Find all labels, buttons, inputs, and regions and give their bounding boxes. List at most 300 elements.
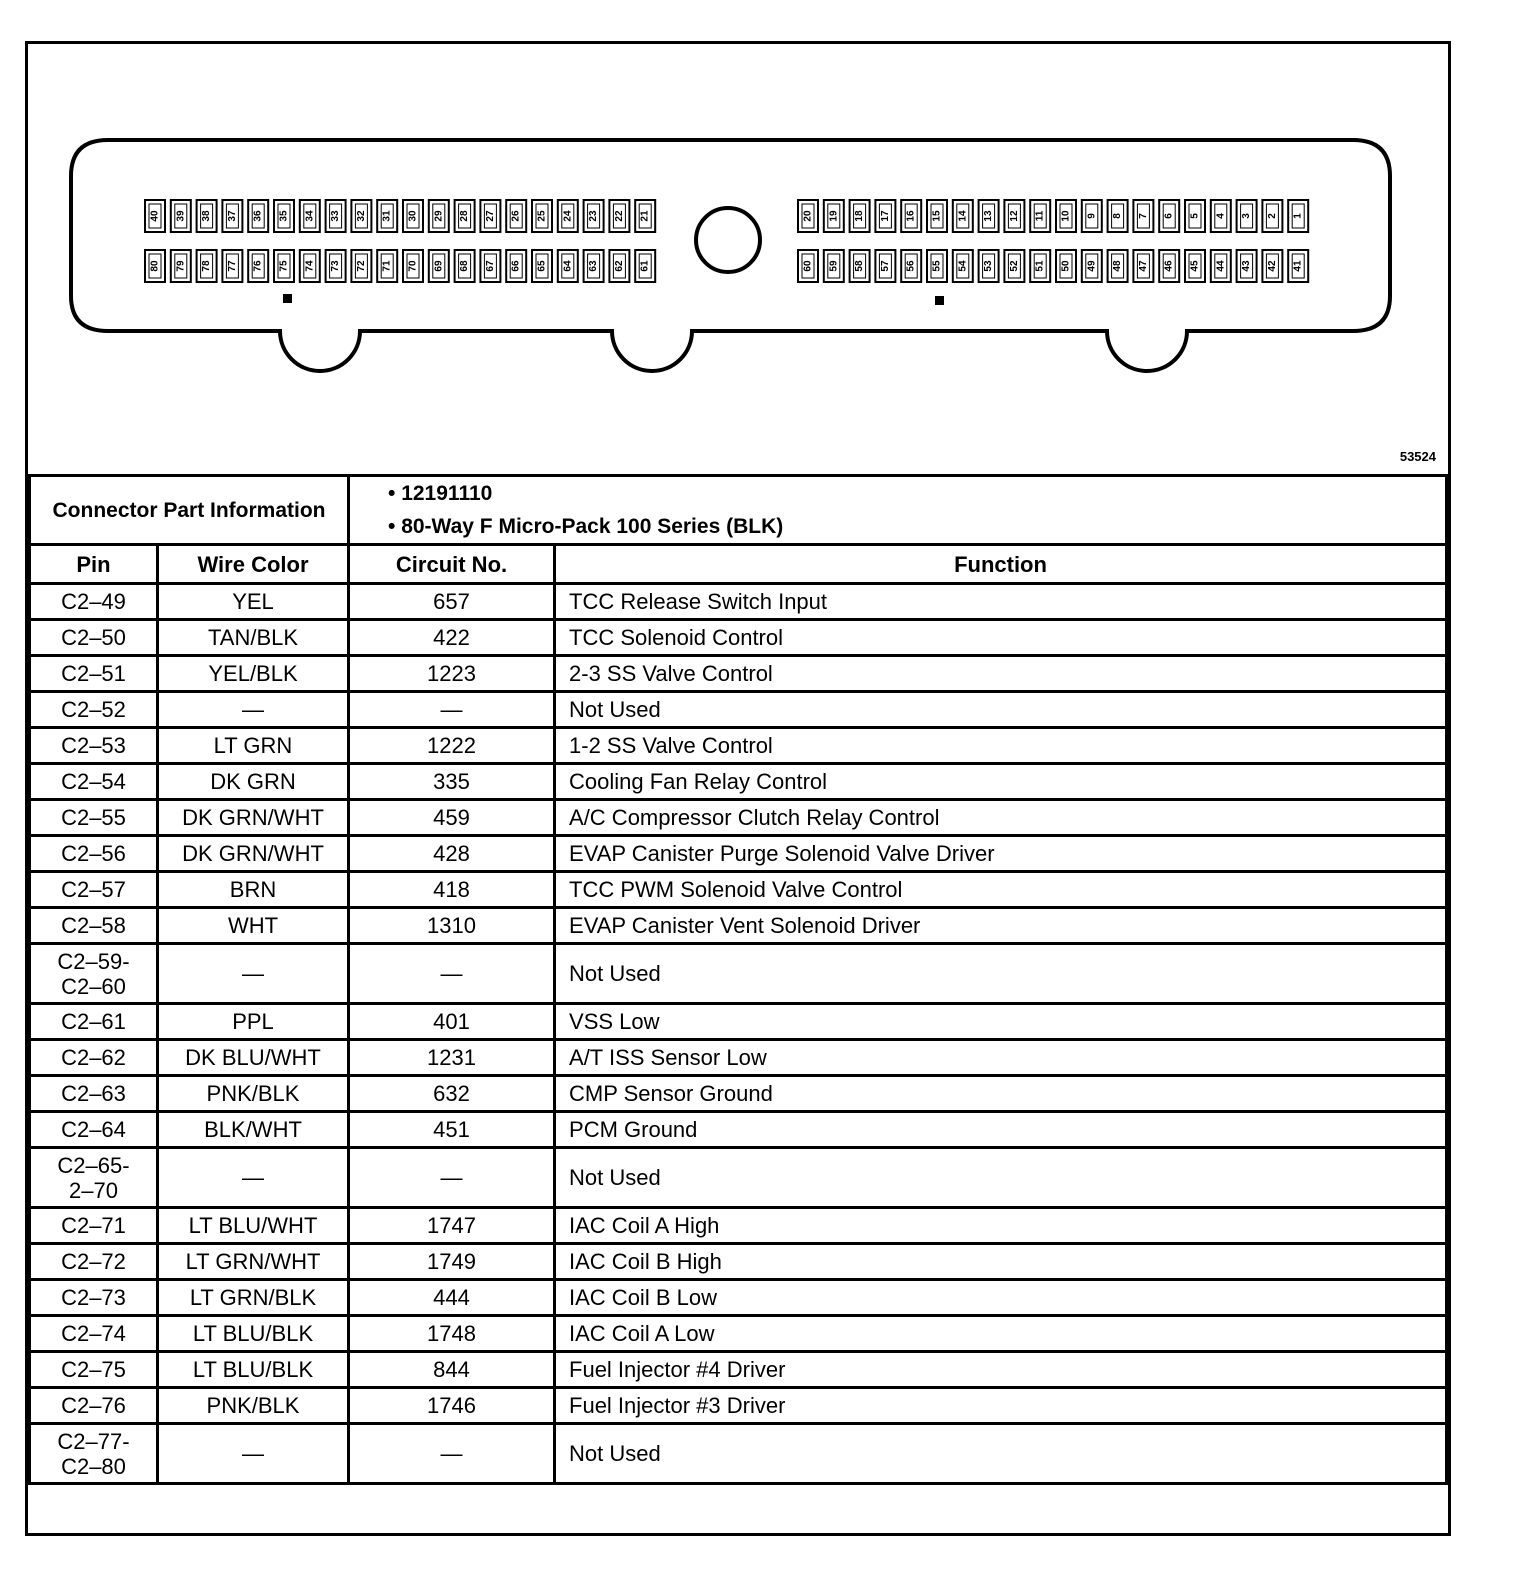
pin-number: 38: [201, 210, 213, 222]
pin-cavity: [274, 200, 294, 232]
pin-number: 41: [1292, 260, 1304, 272]
pin-cavity: [145, 250, 165, 282]
pin-cavity: [326, 200, 346, 232]
pin-number: 3: [1241, 213, 1253, 219]
circuit-cell: —: [349, 1424, 555, 1484]
wire-color-cell: LT GRN/WHT: [158, 1244, 349, 1280]
pin-value-end: C2–60: [61, 973, 126, 999]
pin-cavity: [480, 250, 500, 282]
table-row: [30, 692, 1447, 728]
pin-cell: [30, 728, 158, 764]
pin-value: C2–75: [61, 1357, 126, 1382]
circuit-cell: —: [349, 1148, 555, 1208]
circuit-cell: 401: [349, 1004, 555, 1040]
pin-number: 51: [1034, 260, 1046, 272]
document-frame: [25, 41, 1451, 1536]
function-cell: 1-2 SS Valve Control: [555, 728, 1447, 764]
table-row: [30, 944, 1447, 1004]
circuit-cell: 1747: [349, 1208, 555, 1244]
pin-number: 13: [983, 210, 995, 222]
table-row: [30, 1316, 1447, 1352]
pin-cavity: [609, 200, 629, 232]
wire-color-cell: —: [158, 944, 349, 1004]
function-cell: Not Used: [555, 1424, 1447, 1484]
pin-number: 73: [330, 260, 342, 272]
pin-cavity: [584, 250, 604, 282]
function-cell: EVAP Canister Vent Solenoid Driver: [555, 908, 1447, 944]
pin-cell: [30, 656, 158, 692]
pin-number: 35: [278, 210, 290, 222]
pin-cavity: [197, 250, 217, 282]
function-cell: A/T ISS Sensor Low: [555, 1040, 1447, 1076]
pin-number: 39: [175, 210, 187, 222]
table-row: [30, 584, 1447, 620]
pin-number: 64: [562, 260, 574, 272]
pin-value: C2–53: [61, 733, 126, 758]
circuit-cell: 844: [349, 1352, 555, 1388]
function-cell: IAC Coil A Low: [555, 1316, 1447, 1352]
circuit-cell: 657: [349, 584, 555, 620]
pin-number: 75: [278, 260, 290, 272]
wire-color-cell: DK GRN/WHT: [158, 836, 349, 872]
function-cell: IAC Coil B Low: [555, 1280, 1447, 1316]
pin-number: 33: [330, 210, 342, 222]
pin-cell: [30, 800, 158, 836]
wire-color-cell: LT GRN: [158, 728, 349, 764]
polarity-mark-left: [283, 294, 292, 303]
circuit-cell: 1223: [349, 656, 555, 692]
table-row: [30, 800, 1447, 836]
pin-cell: [30, 584, 158, 620]
table-row: [30, 1004, 1447, 1040]
pin-number: 61: [639, 260, 651, 272]
pin-cavity: [1262, 250, 1282, 282]
pin-cavity: [1159, 200, 1179, 232]
wire-color-cell: —: [158, 1148, 349, 1208]
pin-cavity: [558, 200, 578, 232]
pin-cavity: [1211, 250, 1231, 282]
function-cell: Fuel Injector #3 Driver: [555, 1388, 1447, 1424]
connector-info-label: Connector Part Information: [30, 476, 349, 545]
circuit-cell: 1222: [349, 728, 555, 764]
function-cell: Not Used: [555, 944, 1447, 1004]
table-row: [30, 620, 1447, 656]
pin-cavity: [480, 200, 500, 232]
pin-number: 46: [1163, 260, 1175, 272]
pin-number: 67: [484, 260, 496, 272]
pin-cavity: [429, 200, 449, 232]
pin-cavity: [300, 250, 320, 282]
pin-number: 50: [1060, 260, 1072, 272]
wire-color-cell: PPL: [158, 1004, 349, 1040]
connector-info-row: [30, 476, 1447, 545]
function-cell: Not Used: [555, 692, 1447, 728]
pin-number: 48: [1112, 260, 1124, 272]
connector-description: • 80-Way F Micro-Pack 100 Series (BLK): [388, 515, 784, 538]
pin-cavity: [979, 200, 999, 232]
pin-number: 1: [1292, 213, 1304, 219]
pin-number: 79: [175, 260, 187, 272]
pin-cell: [30, 1148, 158, 1208]
pin-cavity: [1030, 250, 1050, 282]
pin-number: 29: [433, 210, 445, 222]
pin-cell: [30, 620, 158, 656]
pin-number: 34: [304, 210, 316, 222]
pin-cavity: [1133, 250, 1153, 282]
wire-color-cell: YEL: [158, 584, 349, 620]
circuit-cell: 459: [349, 800, 555, 836]
pin-cavity: [506, 250, 526, 282]
pin-number: 58: [854, 260, 866, 272]
pin-cavity: [506, 200, 526, 232]
pin-number: 4: [1215, 213, 1227, 219]
pin-number: 42: [1266, 260, 1278, 272]
circuit-cell: 335: [349, 764, 555, 800]
table-row: [30, 1076, 1447, 1112]
pin-number: 78: [201, 260, 213, 272]
table-row: [30, 764, 1447, 800]
pin-cavity: [953, 250, 973, 282]
wire-color-cell: DK BLU/WHT: [158, 1040, 349, 1076]
pin-cavity: [824, 250, 844, 282]
pin-value: C2–57: [61, 877, 126, 902]
pin-number: 32: [355, 210, 367, 222]
pin-cavity: [558, 250, 578, 282]
pin-number: 27: [484, 210, 496, 222]
pin-cavity: [798, 250, 818, 282]
wire-color-cell: LT BLU/BLK: [158, 1352, 349, 1388]
pin-cavity: [850, 200, 870, 232]
pin-number: 65: [536, 260, 548, 272]
pin-number: 14: [957, 210, 969, 222]
function-cell: Not Used: [555, 1148, 1447, 1208]
pin-number: 80: [149, 260, 161, 272]
pin-cavity: [429, 250, 449, 282]
pin-cavity: [1082, 250, 1102, 282]
pin-number: 24: [562, 210, 574, 222]
pin-value: C2–49: [61, 589, 126, 614]
pin-cavity: [979, 250, 999, 282]
pin-cavity: [532, 200, 552, 232]
pin-cell: [30, 692, 158, 728]
header-pin: Pin: [30, 545, 158, 584]
header-circuit: Circuit No.: [349, 545, 555, 584]
wire-color-cell: TAN/BLK: [158, 620, 349, 656]
pin-cavity: [274, 250, 294, 282]
table-row: [30, 908, 1447, 944]
wire-color-cell: LT BLU/WHT: [158, 1208, 349, 1244]
pin-number: 74: [304, 260, 316, 272]
table-row: [30, 1148, 1447, 1208]
pin-number: 55: [931, 260, 943, 272]
pin-number: 70: [407, 260, 419, 272]
pin-cavity: [1108, 200, 1128, 232]
pin-number: 40: [149, 210, 161, 222]
pin-number: 47: [1137, 260, 1149, 272]
pin-cavity: [875, 250, 895, 282]
pin-cavity: [1133, 200, 1153, 232]
pin-cavity: [635, 200, 655, 232]
wire-color-cell: —: [158, 692, 349, 728]
pin-number: 76: [252, 260, 264, 272]
pin-cavity: [248, 200, 268, 232]
pin-cell: [30, 1352, 158, 1388]
connector-info-value: [349, 476, 1447, 545]
circuit-cell: 422: [349, 620, 555, 656]
pin-value: C2–55: [61, 805, 126, 830]
pin-number: 26: [510, 210, 522, 222]
pin-value: C2–59-: [57, 948, 130, 974]
pin-value: C2–63: [61, 1081, 126, 1106]
wire-color-cell: BLK/WHT: [158, 1112, 349, 1148]
pin-cavity: [1108, 250, 1128, 282]
pin-cell: [30, 1076, 158, 1112]
pin-number: 15: [931, 210, 943, 222]
pin-cavity: [850, 250, 870, 282]
circuit-cell: 451: [349, 1112, 555, 1148]
wire-color-cell: PNK/BLK: [158, 1388, 349, 1424]
pin-cavity: [584, 200, 604, 232]
pin-cell: [30, 836, 158, 872]
pin-number: 25: [536, 210, 548, 222]
pin-number: 36: [252, 210, 264, 222]
pin-number: 21: [639, 210, 651, 222]
function-cell: Fuel Injector #4 Driver: [555, 1352, 1447, 1388]
wire-color-cell: PNK/BLK: [158, 1076, 349, 1112]
pin-cell: [30, 1280, 158, 1316]
circuit-cell: 428: [349, 836, 555, 872]
pin-number: 37: [226, 210, 238, 222]
pin-number: 66: [510, 260, 522, 272]
table-row: [30, 1208, 1447, 1244]
pin-cavity: [1056, 250, 1076, 282]
pin-number: 28: [459, 210, 471, 222]
function-cell: 2-3 SS Valve Control: [555, 656, 1447, 692]
pin-cavity: [1030, 200, 1050, 232]
pin-value: C2–73: [61, 1285, 126, 1310]
pin-cavity: [326, 250, 346, 282]
wire-color-cell: —: [158, 1424, 349, 1484]
pin-value: C2–64: [61, 1117, 126, 1142]
wire-color-cell: LT BLU/BLK: [158, 1316, 349, 1352]
wire-color-cell: WHT: [158, 908, 349, 944]
pin-cavity: [1082, 200, 1102, 232]
polarity-mark-right: [935, 296, 944, 305]
header-row: [30, 545, 1447, 584]
pin-value: C2–77-: [57, 1428, 130, 1454]
connector-diagram: [28, 44, 1448, 474]
pin-cavity: [927, 200, 947, 232]
pin-cell: [30, 1040, 158, 1076]
function-cell: TCC Release Switch Input: [555, 584, 1447, 620]
pin-cavity: [403, 200, 423, 232]
pin-cell: [30, 872, 158, 908]
circuit-cell: —: [349, 944, 555, 1004]
pin-cavity: [1185, 200, 1205, 232]
connector-center-hole: [696, 208, 760, 272]
pin-value: C2–58: [61, 913, 126, 938]
pin-number: 17: [879, 210, 891, 222]
header-function: Function: [555, 545, 1447, 584]
pin-cavity: [455, 200, 475, 232]
pin-cavity: [532, 250, 552, 282]
circuit-cell: 1749: [349, 1244, 555, 1280]
pin-number: 10: [1060, 210, 1072, 222]
pin-cavity: [1262, 200, 1282, 232]
pin-cavity: [609, 250, 629, 282]
pin-cell: [30, 908, 158, 944]
pin-cell: [30, 1244, 158, 1280]
pin-cavity: [222, 250, 242, 282]
pin-number: 53: [983, 260, 995, 272]
pin-number: 23: [588, 210, 600, 222]
pin-value: C2–65-: [57, 1152, 130, 1178]
pin-number: 7: [1137, 213, 1149, 219]
wire-color-cell: LT GRN/BLK: [158, 1280, 349, 1316]
pin-value: C2–52: [61, 697, 126, 722]
pin-cavity: [635, 250, 655, 282]
pin-cavity: [1004, 250, 1024, 282]
pin-number: 30: [407, 210, 419, 222]
function-cell: IAC Coil A High: [555, 1208, 1447, 1244]
pin-cavity: [824, 200, 844, 232]
pin-number: 6: [1163, 213, 1175, 219]
pin-number: 12: [1008, 210, 1020, 222]
pin-cavity: [377, 250, 397, 282]
pin-cell: [30, 764, 158, 800]
pin-value: C2–51: [61, 661, 126, 686]
pin-number: 18: [854, 210, 866, 222]
pin-cavity: [145, 200, 165, 232]
pin-cavity: [901, 200, 921, 232]
circuit-cell: 1748: [349, 1316, 555, 1352]
pin-number: 43: [1241, 260, 1253, 272]
pin-cavity: [300, 200, 320, 232]
function-cell: PCM Ground: [555, 1112, 1447, 1148]
pin-number: 63: [588, 260, 600, 272]
pin-value-end: 2–70: [69, 1177, 118, 1203]
pin-value: C2–54: [61, 769, 126, 794]
pin-cavity: [875, 200, 895, 232]
table-row: [30, 1424, 1447, 1484]
function-cell: VSS Low: [555, 1004, 1447, 1040]
circuit-cell: 418: [349, 872, 555, 908]
pin-number: 59: [828, 260, 840, 272]
pin-number: 68: [459, 260, 471, 272]
connector-part-number: • 12191110: [388, 482, 493, 505]
pin-cavity: [1185, 250, 1205, 282]
table-row: [30, 1112, 1447, 1148]
pin-cavity: [798, 200, 818, 232]
circuit-cell: 1310: [349, 908, 555, 944]
pin-cavity: [1056, 200, 1076, 232]
circuit-cell: 1231: [349, 1040, 555, 1076]
pin-cavity: [1004, 200, 1024, 232]
pin-table: [28, 474, 1448, 1485]
pin-value-end: C2–80: [61, 1453, 126, 1479]
pin-cell: [30, 1316, 158, 1352]
pin-number: 62: [613, 260, 625, 272]
pin-grid: [145, 200, 1308, 282]
pin-number: 54: [957, 260, 969, 272]
wire-color-cell: YEL/BLK: [158, 656, 349, 692]
pin-cavity: [248, 250, 268, 282]
pin-cavity: [1211, 200, 1231, 232]
table-row: [30, 872, 1447, 908]
function-cell: EVAP Canister Purge Solenoid Valve Driver: [555, 836, 1447, 872]
pin-cavity: [351, 200, 371, 232]
pin-number: 22: [613, 210, 625, 222]
pin-number: 5: [1189, 213, 1201, 219]
pin-cell: [30, 1004, 158, 1040]
pin-cavity: [171, 250, 191, 282]
circuit-cell: 444: [349, 1280, 555, 1316]
pin-number: 11: [1034, 210, 1046, 222]
pin-number: 57: [879, 260, 891, 272]
pin-cavity: [222, 200, 242, 232]
pin-number: 71: [381, 260, 393, 272]
function-cell: A/C Compressor Clutch Relay Control: [555, 800, 1447, 836]
header-wire-color: Wire Color: [158, 545, 349, 584]
pin-cell: [30, 944, 158, 1004]
pin-cell: [30, 1112, 158, 1148]
table-row: [30, 1388, 1447, 1424]
pin-cavity: [377, 200, 397, 232]
pin-number: 9: [1086, 213, 1098, 219]
pin-value: C2–71: [61, 1213, 126, 1238]
pin-number: 45: [1189, 260, 1201, 272]
table-row: [30, 656, 1447, 692]
pin-cavity: [1237, 200, 1257, 232]
figure-id: 53524: [1399, 449, 1436, 464]
pin-number: 69: [433, 260, 445, 272]
pin-value: C2–76: [61, 1393, 126, 1418]
pin-cavity: [171, 200, 191, 232]
function-cell: IAC Coil B High: [555, 1244, 1447, 1280]
wire-color-cell: DK GRN: [158, 764, 349, 800]
pin-value: C2–74: [61, 1321, 126, 1346]
pin-number: 52: [1008, 260, 1020, 272]
table-row: [30, 1040, 1447, 1076]
pin-number: 19: [828, 210, 840, 222]
table-row: [30, 728, 1447, 764]
circuit-cell: —: [349, 692, 555, 728]
pin-number: 72: [355, 260, 367, 272]
function-cell: TCC PWM Solenoid Valve Control: [555, 872, 1447, 908]
pin-value: C2–61: [61, 1009, 126, 1034]
table-row: [30, 1244, 1447, 1280]
pin-cavity: [455, 250, 475, 282]
function-cell: Cooling Fan Relay Control: [555, 764, 1447, 800]
pin-cavity: [403, 250, 423, 282]
pin-cell: [30, 1424, 158, 1484]
pin-number: 77: [226, 260, 238, 272]
function-cell: TCC Solenoid Control: [555, 620, 1447, 656]
pin-cavity: [927, 250, 947, 282]
pin-cavity: [1288, 200, 1308, 232]
wire-color-cell: BRN: [158, 872, 349, 908]
pin-value: C2–50: [61, 625, 126, 650]
pin-cavity: [351, 250, 371, 282]
pin-number: 16: [905, 210, 917, 222]
pin-value: C2–56: [61, 841, 126, 866]
pin-number: 44: [1215, 260, 1227, 272]
table-row: [30, 1280, 1447, 1316]
pin-number: 20: [802, 210, 814, 222]
pin-number: 56: [905, 260, 917, 272]
table-row: [30, 1352, 1447, 1388]
circuit-cell: 632: [349, 1076, 555, 1112]
